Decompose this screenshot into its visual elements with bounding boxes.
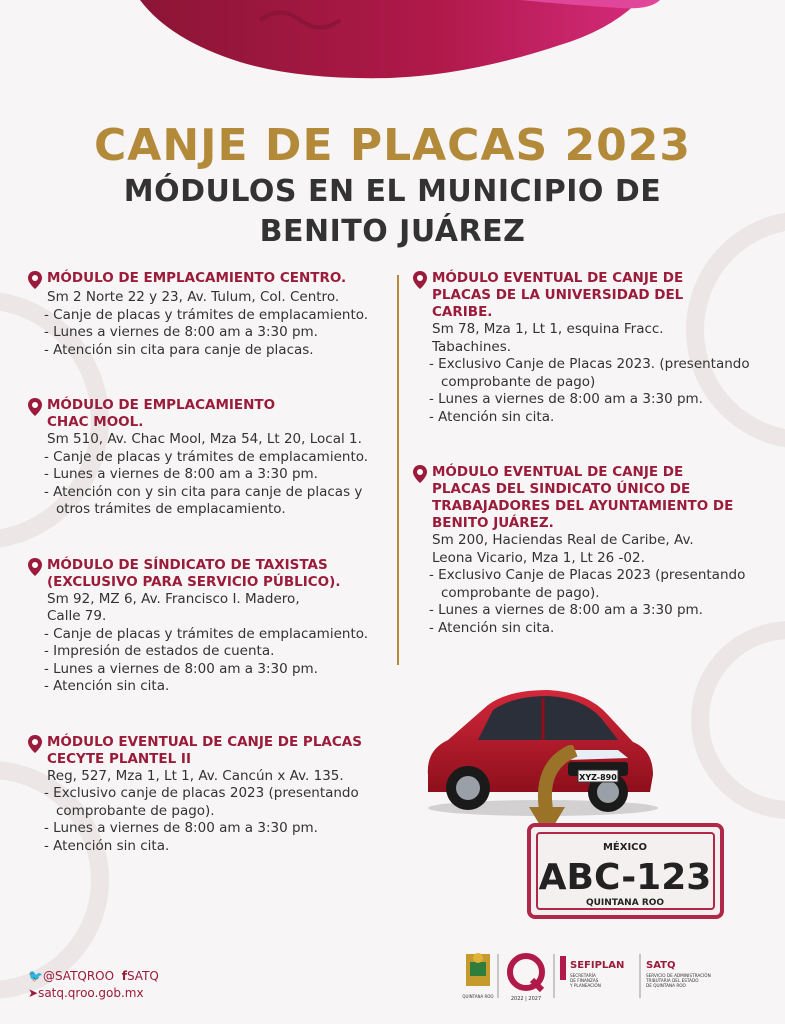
location-pin-icon (28, 271, 42, 289)
quintana-roo-q-logo (510, 956, 542, 1002)
small-plate-text: XYZ-890 (579, 773, 617, 782)
top-banner-ribbon (0, 0, 785, 110)
module-title: MÓDULO DE EMPLACAMIENTO CHAC MOOL. (47, 397, 276, 430)
right-column (413, 270, 753, 637)
subtitle-line-2: BENITO JUÁREZ (259, 214, 526, 249)
list-item: - Canje de placas y trámites de emplacamiento. (44, 625, 369, 642)
website-link[interactable]: satq.qroo.gob.mx (38, 986, 144, 1000)
sefiplan-logo (560, 956, 624, 988)
footer-social (28, 968, 159, 1002)
q-logo-caption: 2022 | 2027 (510, 996, 542, 1002)
plate-state: QUINTANA ROO (585, 898, 665, 908)
plate-number: ABC-123 (538, 857, 712, 898)
left-column (28, 270, 398, 855)
module-taxistas (28, 557, 398, 696)
location-pin-icon (28, 735, 42, 753)
module-title: MÓDULO DE SÍNDICATO DE TAXISTAS (EXCLUSIVO PARA SERVICIO PÚBLICO). (47, 556, 341, 590)
module-sindicato-ayuntamiento (413, 464, 753, 637)
location-pin-icon (28, 398, 42, 416)
satq-logo (645, 960, 712, 988)
plate-country: MÉXICO (602, 842, 648, 853)
module-title: MÓDULO DE EMPLACAMIENTO CENTRO. (47, 270, 347, 286)
sefiplan-title: SEFIPLAN (570, 960, 625, 971)
subtitle-line-1: MÓDULOS EN EL MUNICIPIO DE (123, 174, 662, 209)
state-seal-logo (462, 953, 493, 999)
list-item: - Exclusivo Canje de Placas 2023. (presentando comprobante de pago) (429, 356, 750, 390)
satq-title: SATQ (646, 960, 676, 971)
list-item: - Exclusivo Canje de Placas 2023 (presentando comprobante de pago). (429, 567, 746, 601)
twitter-icon: 🐦 (28, 969, 43, 983)
list-item: - Exclusivo canje de placas 2023 (presentando comprobante de pago). (44, 785, 359, 819)
module-address: Sm 510, Av. Chac Mool, Mza 54, Lt 20, Local 1. (47, 431, 362, 447)
location-pin-icon (413, 465, 427, 483)
list-item: - Atención sin cita. (44, 678, 170, 694)
facebook-handle-link[interactable]: SATQ (126, 969, 159, 983)
list-item: - Atención sin cita. (429, 619, 555, 636)
list-item: - Atención sin cita. (429, 408, 555, 425)
location-pin-icon (28, 558, 42, 576)
module-title: MÓDULO EVENTUAL DE CANJE DE PLACAS DE LA UNIVERSIDAD DEL CARIBE. (432, 270, 684, 320)
list-item: - Lunes a viernes de 8:00 am a 3:30 pm. (44, 660, 318, 677)
module-address: Reg, 527, Mza 1, Lt 1, Av. Cancún x Av. 135. (47, 767, 344, 784)
module-address: Sm 200, Haciendas Real de Caribe, Av. Leona Vicario, Mza 1, Lt 26 -02. (432, 532, 694, 566)
list-item: - Lunes a viernes de 8:00 am a 3:30 pm. (44, 820, 318, 836)
module-title: MÓDULO EVENTUAL DE CANJE DE PLACAS CECYTE PLANTEL II (47, 733, 362, 767)
twitter-handle-link[interactable]: @SATQROO (42, 969, 115, 983)
pointer-icon: ➤ (28, 986, 39, 1000)
module-universidad-caribe (413, 270, 753, 426)
list-item: - Canje de placas y trámites de emplacamiento. (44, 306, 369, 323)
module-centro (28, 270, 398, 359)
list-item: - Lunes a viernes de 8:00 am a 3:30 pm. (429, 391, 703, 407)
module-chac-mool (28, 397, 398, 519)
list-item: - Atención sin cita para canje de placas. (44, 341, 314, 358)
list-item: - Atención con y sin cita para canje de placas y otros trámites de emplacamiento. (44, 483, 363, 517)
sefiplan-subtitle: SECRETARÍA DE FINANZAS Y PLANEACIÓN (570, 973, 601, 988)
module-address: Sm 78, Mza 1, Lt 1, esquina Fracc. Tabachines. (432, 321, 664, 355)
list-item: - Impresión de estados de cuenta. (44, 643, 275, 659)
license-plate (527, 823, 724, 919)
module-title: MÓDULO EVENTUAL DE CANJE DE PLACAS DEL SINDICATO ÚNICO DE TRABAJADORES DEL AYUNTAMIENTO DE BENITO JUÁREZ. (432, 464, 734, 531)
satq-subtitle: SERVICIO DE ADMINISTRACIÓN TRIBUTARIA DEL ESTADO DE QUINTANA ROO (646, 973, 711, 988)
seal-caption: QUINTANA ROO (462, 994, 494, 999)
page-subtitle (0, 172, 785, 252)
government-logos (462, 948, 762, 1004)
page-title: CANJE DE PLACAS 2023 (94, 120, 691, 171)
list-item: - Lunes a viernes de 8:00 am a 3:30 pm. (44, 324, 318, 340)
module-cecyte (28, 734, 398, 856)
list-item: - Lunes a viernes de 8:00 am a 3:30 pm. (429, 602, 703, 618)
list-item: - Lunes a viernes de 8:00 am a 3:30 pm. (44, 466, 318, 482)
list-item: - Atención sin cita. (44, 837, 170, 854)
list-item: - Canje de placas y trámites de emplacamiento. (44, 448, 369, 465)
location-pin-icon (413, 271, 427, 289)
module-address: Sm 92, MZ 6, Av. Francisco I. Madero, Calle 79. (47, 590, 300, 624)
module-address: Sm 2 Norte 22 y 23, Av. Tulum, Col. Centro. (47, 289, 340, 305)
facebook-icon: f (121, 969, 127, 983)
